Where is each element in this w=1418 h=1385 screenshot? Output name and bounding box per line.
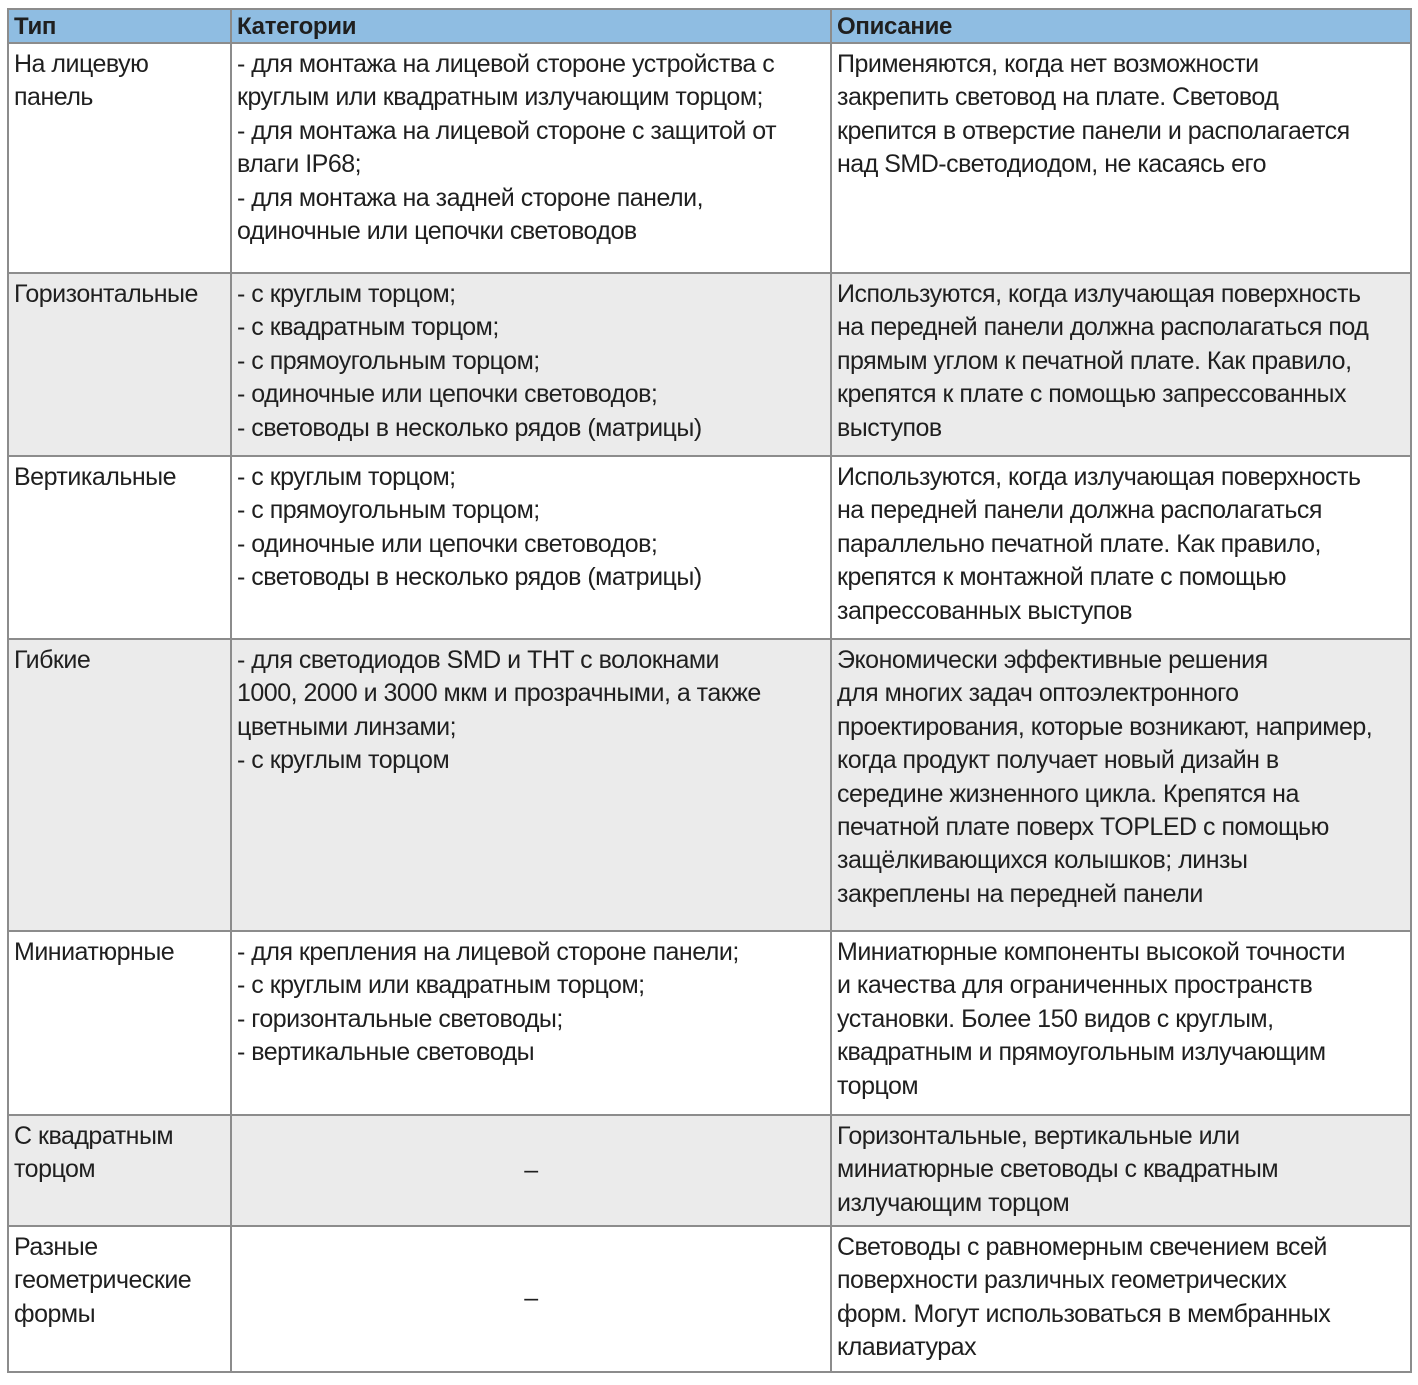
description-cell: Миниатюрные компоненты высокой точности и качества для ограниченных пространств установки. Более 150 видов с круглым, квадратным и прямоугольным излучающим торцом xyxy=(831,931,1411,1115)
categories-cell: - для монтажа на лицевой стороне устройства с круглым или квадратным излучающим торцом; - для монтажа на лицевой стороне с защитой от влаги IP68; - для монтажа на задней стороне панели, одиночные или цепочки световодов xyxy=(231,43,831,273)
categories-cell: - с круглым торцом; - с прямоугольным торцом; - одиночные или цепочки световодов; - световоды в несколько рядов (матрицы) xyxy=(231,456,831,639)
table-row xyxy=(8,1226,1411,1372)
categories-cell: - для крепления на лицевой стороне панели; - с круглым или квадратным торцом; - горизонтальные световоды; - вертикальные световоды xyxy=(231,931,831,1115)
description-cell: Используются, когда излучающая поверхность на передней панели должна располагаться параллельно печатной плате. Как правило, крепятся к монтажной плате с помощью запрессованных выступов xyxy=(831,456,1411,639)
type-cell: С квадратным торцом xyxy=(8,1115,231,1226)
table-row xyxy=(8,43,1411,273)
header-type: Тип xyxy=(8,9,231,43)
description-cell: Световоды с равномерным свечением всей поверхности различных геометрических форм. Могут использоваться в мембранных клавиатурах xyxy=(831,1226,1411,1372)
categories-cell: – xyxy=(231,1226,831,1372)
table-header xyxy=(8,9,1411,43)
type-cell: Горизонтальные xyxy=(8,273,231,456)
categories-cell: - для светодиодов SMD и THT с волокнами 1000, 2000 и 3000 мкм и прозрачными, а также цветными линзами; - с круглым торцом xyxy=(231,639,831,931)
categories-cell: – xyxy=(231,1115,831,1226)
table-row xyxy=(8,456,1411,639)
description-cell: Применяются, когда нет возможности закрепить световод на плате. Световод крепится в отверстие панели и располагается над SMD-светодиодом, не касаясь его xyxy=(831,43,1411,273)
type-cell: Миниатюрные xyxy=(8,931,231,1115)
type-cell: Гибкие xyxy=(8,639,231,931)
type-cell: На лицевую панель xyxy=(8,43,231,273)
type-cell: Вертикальные xyxy=(8,456,231,639)
header-description: Описание xyxy=(831,9,1411,43)
lightguide-types-table xyxy=(7,8,1412,1373)
description-cell: Экономически эффективные решения для многих задач оптоэлектронного проектирования, которые возникают, например, когда продукт получает новый дизайн в середине жизненного цикла. Крепятся на печатной плате поверх TOPLED с помощью защёлкивающихся колышков; линзы закреплены на передней панели xyxy=(831,639,1411,931)
table-body xyxy=(8,43,1411,1372)
header-row xyxy=(8,9,1411,43)
type-cell: Разные геометрические формы xyxy=(8,1226,231,1372)
table-row xyxy=(8,931,1411,1115)
description-cell: Используются, когда излучающая поверхность на передней панели должна располагаться под прямым углом к печатной плате. Как правило, крепятся к плате с помощью запрессованных выступов xyxy=(831,273,1411,456)
table-row xyxy=(8,1115,1411,1226)
categories-cell: - с круглым торцом; - с квадратным торцом; - с прямоугольным торцом; - одиночные или цепочки световодов; - световоды в несколько рядов (матрицы) xyxy=(231,273,831,456)
description-cell: Горизонтальные, вертикальные или миниатюрные световоды с квадратным излучающим торцом xyxy=(831,1115,1411,1226)
header-categories: Категории xyxy=(231,9,831,43)
table-row xyxy=(8,273,1411,456)
table-row xyxy=(8,639,1411,931)
